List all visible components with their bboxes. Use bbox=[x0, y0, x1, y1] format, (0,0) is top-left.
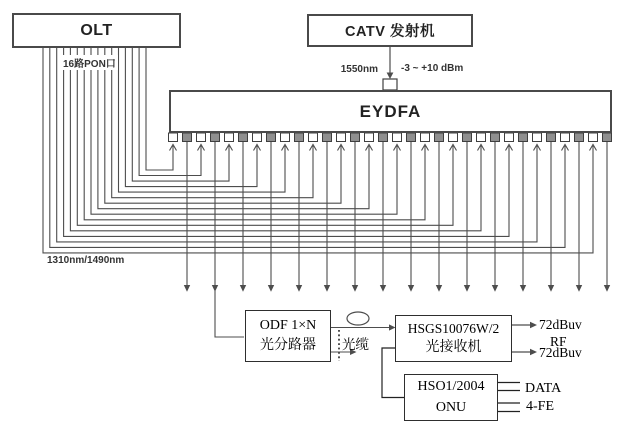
down-arrow-icon bbox=[296, 285, 302, 292]
output-port bbox=[267, 133, 276, 142]
output-port bbox=[463, 133, 472, 142]
down-arrow-icon bbox=[520, 285, 526, 292]
input-port bbox=[561, 133, 570, 142]
onu-port-stubs bbox=[498, 383, 520, 412]
wavelength-1310-1490-label: 1310nm/1490nm bbox=[47, 255, 125, 266]
down-arrow-icon bbox=[492, 285, 498, 292]
eydfa-label: EYDFA bbox=[359, 101, 422, 121]
catv-power-label: -3 ~ +10 dBm bbox=[401, 63, 464, 74]
eydfa-port-row bbox=[169, 133, 612, 142]
pon-wire bbox=[57, 48, 537, 242]
down-arrow-icon bbox=[324, 285, 330, 292]
eydfa-box bbox=[169, 90, 612, 133]
down-arrow-icon bbox=[464, 285, 470, 292]
pon-wire-group bbox=[43, 48, 597, 253]
eydfa-top-port bbox=[383, 79, 397, 90]
down-arrow-icon bbox=[436, 285, 442, 292]
output-port bbox=[323, 133, 332, 142]
down-arrow-icon bbox=[352, 285, 358, 292]
rf-output-bottom-label: 72dBuv bbox=[539, 345, 582, 360]
rf-output-arrow-icon bbox=[530, 322, 537, 328]
rf-output-arrow-icon bbox=[530, 349, 537, 355]
input-port bbox=[169, 133, 178, 142]
input-port bbox=[477, 133, 486, 142]
data-port-label: DATA bbox=[525, 381, 562, 396]
input-port bbox=[281, 133, 290, 142]
odf-splitter-box bbox=[245, 310, 331, 362]
catv-feed-arrow-icon bbox=[387, 73, 394, 80]
catv-label: CATV 发射机 bbox=[345, 24, 435, 40]
down-arrow-icon bbox=[408, 285, 414, 292]
olt-box bbox=[12, 13, 181, 48]
down-arrow-icon bbox=[268, 285, 274, 292]
output-port bbox=[407, 133, 416, 142]
fiber-coil-icon bbox=[347, 312, 369, 325]
output-port bbox=[211, 133, 220, 142]
onu-box bbox=[404, 374, 498, 421]
pon-ports-label: 16路PON口 bbox=[61, 55, 118, 70]
down-arrow-icon bbox=[184, 285, 190, 292]
odf-label-line1: ODF 1×N bbox=[259, 317, 317, 333]
down-arrow-icon bbox=[212, 285, 218, 292]
wavelength-1550-label: 1550nm bbox=[340, 64, 378, 75]
down-arrow-icon bbox=[240, 285, 246, 292]
output-port bbox=[295, 133, 304, 142]
rf-output-top-label: 72dBuv bbox=[539, 317, 582, 332]
down-arrow-icon bbox=[576, 285, 582, 292]
output-port bbox=[183, 133, 192, 142]
receiver-label-line2: 光接收机 bbox=[425, 340, 482, 356]
odf-label-line2: 光分路器 bbox=[260, 338, 316, 353]
input-port bbox=[197, 133, 206, 142]
input-port bbox=[505, 133, 514, 142]
output-port bbox=[491, 133, 500, 142]
input-port bbox=[337, 133, 346, 142]
input-port bbox=[421, 133, 430, 142]
receiver-label-line1: HSGS10076W/2 bbox=[407, 320, 500, 336]
output-port bbox=[547, 133, 556, 142]
input-port bbox=[309, 133, 318, 142]
rf-label: RF bbox=[550, 334, 567, 349]
down-arrow-icon bbox=[380, 285, 386, 292]
onu-label-line2: ONU bbox=[435, 399, 467, 415]
input-port bbox=[393, 133, 402, 142]
catv-transmitter-box bbox=[307, 14, 473, 47]
input-port bbox=[589, 133, 598, 142]
fiber-cable-label: 光缆 bbox=[342, 337, 369, 352]
input-port bbox=[449, 133, 458, 142]
output-port bbox=[379, 133, 388, 142]
input-port bbox=[253, 133, 262, 142]
olt-label: OLT bbox=[80, 21, 113, 39]
fe-port-label: 4-FE bbox=[526, 399, 554, 414]
output-port bbox=[519, 133, 528, 142]
output-port bbox=[351, 133, 360, 142]
input-port bbox=[365, 133, 374, 142]
pon-wire bbox=[64, 48, 509, 236]
optical-receiver-box bbox=[395, 315, 512, 362]
down-arrow-icons bbox=[184, 285, 610, 292]
output-port bbox=[603, 133, 612, 142]
down-arrow-icon bbox=[548, 285, 554, 292]
output-port bbox=[239, 133, 248, 142]
down-arrow-icon bbox=[604, 285, 610, 292]
onu-label-line1: HSO1/2004 bbox=[417, 379, 485, 395]
input-port bbox=[225, 133, 234, 142]
pon-wire bbox=[50, 48, 565, 247]
output-port bbox=[575, 133, 584, 142]
input-port bbox=[533, 133, 542, 142]
output-port bbox=[435, 133, 444, 142]
